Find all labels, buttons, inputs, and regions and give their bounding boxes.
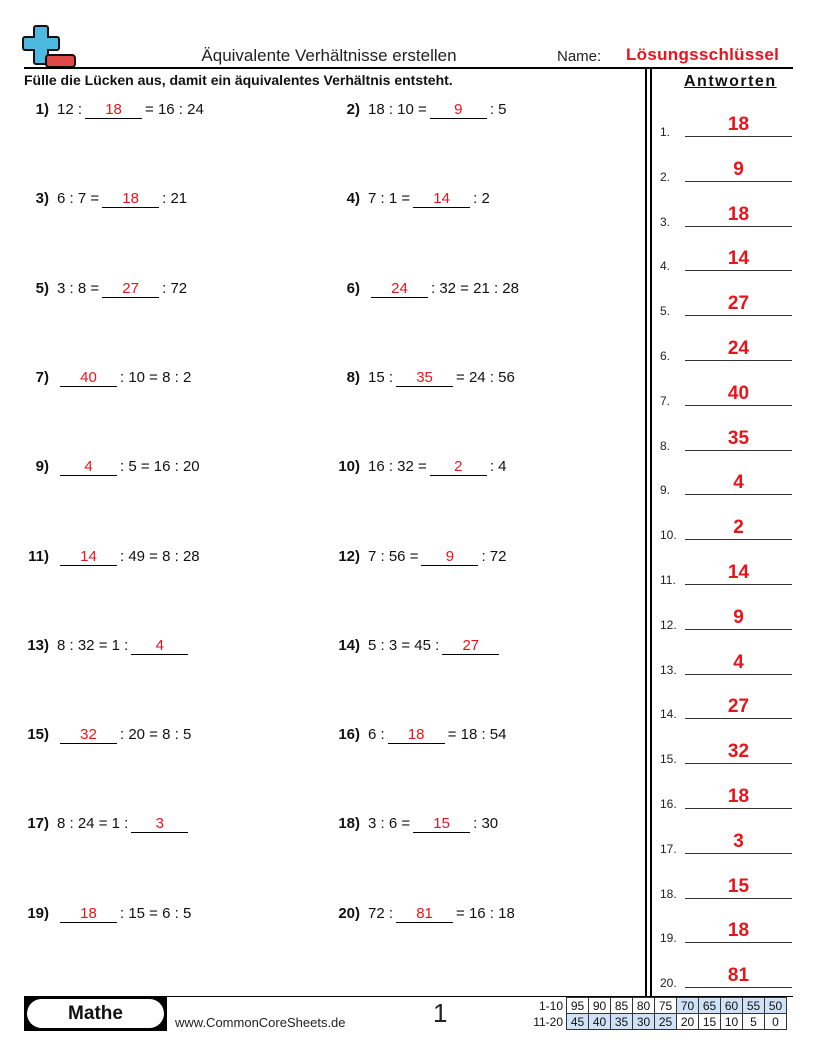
answer-blank[interactable]: 27 bbox=[442, 637, 499, 655]
answer-key-value: 81 bbox=[727, 965, 750, 987]
problem-item bbox=[333, 726, 507, 744]
problem-right-side: : 5 = 16 : 20 bbox=[120, 458, 200, 476]
problem-left-side: 15 : bbox=[368, 368, 394, 386]
answer-key-line bbox=[685, 315, 792, 316]
problem-item bbox=[333, 548, 507, 566]
answer-key-item bbox=[660, 109, 792, 139]
answer-key-line bbox=[685, 763, 792, 764]
problem-item bbox=[22, 101, 204, 119]
problem-item bbox=[22, 548, 200, 566]
answer-key-item bbox=[660, 333, 792, 363]
answer-key-number: 3. bbox=[660, 214, 671, 229]
problem-right-side: : 2 bbox=[473, 190, 490, 208]
answer-blank[interactable]: 4 bbox=[60, 458, 117, 476]
answer-blank[interactable]: 9 bbox=[430, 101, 487, 119]
problem-right-side: = 24 : 56 bbox=[456, 368, 515, 386]
answer-key-value: 18 bbox=[727, 114, 750, 135]
problem-number: 6) bbox=[346, 279, 360, 297]
answer-key-item bbox=[660, 467, 792, 497]
score-cell: 65 bbox=[699, 998, 721, 1014]
answer-key-number: 13. bbox=[660, 662, 677, 677]
answer-key-value: 18 bbox=[727, 203, 750, 225]
problem-number: 15) bbox=[27, 726, 49, 744]
answer-blank[interactable]: 81 bbox=[396, 905, 453, 923]
score-cell: 20 bbox=[677, 1014, 699, 1030]
problem-item bbox=[22, 905, 191, 923]
answer-key-heading: Antworten bbox=[684, 73, 777, 90]
answer-key-number: 9. bbox=[660, 483, 671, 498]
header-divider bbox=[24, 67, 793, 69]
problem-left-side: 7 : 1 = bbox=[368, 190, 411, 208]
problem-right-side: : 49 = 8 : 28 bbox=[120, 547, 200, 565]
answer-key-value: 9 bbox=[733, 158, 744, 180]
problem-number: 5) bbox=[35, 279, 49, 297]
score-cell: 0 bbox=[765, 1014, 787, 1030]
answer-key-line bbox=[685, 181, 792, 182]
answer-key-number: 18. bbox=[660, 886, 677, 901]
problem-number: 13) bbox=[27, 636, 49, 654]
answer-key-item bbox=[660, 647, 792, 677]
problem-number: 4) bbox=[346, 190, 360, 208]
problem-number: 10) bbox=[338, 458, 360, 476]
problem-left-side: 16 : 32 = bbox=[368, 458, 427, 476]
answer-key-value: 9 bbox=[733, 606, 744, 628]
answer-blank[interactable]: 14 bbox=[60, 548, 117, 566]
score-cell: 35 bbox=[611, 1014, 633, 1030]
score-row bbox=[527, 998, 787, 1014]
problem-item bbox=[333, 101, 507, 119]
problem-left-side: 18 : 10 = bbox=[368, 101, 427, 118]
problem-item bbox=[333, 905, 515, 923]
problem-left-side: 6 : 7 = bbox=[57, 190, 100, 208]
website-link[interactable]: www.CommonCoreSheets.de bbox=[175, 1015, 346, 1030]
answer-key-number: 15. bbox=[660, 752, 677, 767]
answer-blank[interactable]: 4 bbox=[131, 637, 188, 655]
answer-key-item bbox=[660, 602, 792, 632]
answer-key-value: 35 bbox=[727, 427, 750, 449]
answer-key-number: 4. bbox=[660, 259, 671, 274]
problem-right-side: : 21 bbox=[162, 190, 188, 208]
answer-key-line bbox=[685, 629, 792, 630]
problem-left-side: 3 : 8 = bbox=[57, 279, 100, 297]
answer-blank[interactable]: 27 bbox=[102, 280, 159, 298]
problem-item bbox=[333, 190, 490, 208]
score-cell: 15 bbox=[699, 1014, 721, 1030]
problem-item bbox=[333, 369, 515, 387]
problem-item bbox=[22, 458, 200, 476]
problem-item bbox=[22, 815, 191, 833]
problem-right-side: : 15 = 6 : 5 bbox=[120, 904, 192, 922]
problem-right-side: : 72 bbox=[481, 547, 507, 565]
score-cell: 60 bbox=[721, 998, 743, 1014]
problem-right-side: : 10 = 8 : 2 bbox=[120, 368, 192, 386]
problem-number: 19) bbox=[27, 904, 49, 922]
answer-key-line bbox=[685, 405, 792, 406]
answer-key-number: 16. bbox=[660, 797, 677, 811]
answer-blank[interactable]: 2 bbox=[430, 458, 487, 476]
problem-right-side: : 32 = 21 : 28 bbox=[431, 279, 519, 297]
answer-key-number: 10. bbox=[660, 528, 677, 543]
problem-left-side: 3 : 6 = bbox=[368, 815, 411, 833]
page-number: 1 bbox=[433, 998, 448, 1028]
score-row bbox=[527, 1014, 787, 1030]
answer-key-value: 18 bbox=[727, 920, 750, 942]
problem-right-side: = 16 : 18 bbox=[456, 904, 515, 922]
problem-item bbox=[333, 280, 519, 298]
name-value: Lösungsschlüssel bbox=[626, 45, 780, 64]
score-table bbox=[527, 997, 787, 1030]
score-cell: 80 bbox=[633, 998, 655, 1014]
answer-key-item bbox=[660, 154, 792, 184]
answer-key-number: 17. bbox=[660, 841, 677, 856]
score-row-label: 1-10 bbox=[538, 998, 563, 1013]
problem-item bbox=[333, 458, 507, 476]
problem-right-side: : 72 bbox=[162, 279, 188, 297]
answer-key-value: 15 bbox=[727, 875, 750, 897]
answer-key-value: 27 bbox=[727, 293, 750, 315]
score-cell: 90 bbox=[589, 998, 611, 1014]
answer-blank[interactable]: 35 bbox=[396, 369, 453, 387]
score-cell: 25 bbox=[655, 1014, 677, 1030]
problem-left-side: 5 : 3 = 45 : bbox=[368, 636, 440, 654]
answer-key-line bbox=[685, 360, 792, 361]
problem-item bbox=[22, 369, 191, 387]
answer-key-line bbox=[685, 987, 792, 988]
answer-blank[interactable]: 24 bbox=[371, 280, 428, 298]
problem-number: 11) bbox=[28, 547, 49, 565]
answer-blank[interactable]: 3 bbox=[131, 815, 188, 833]
answer-blank[interactable]: 14 bbox=[413, 190, 470, 208]
problem-number: 8) bbox=[346, 368, 360, 386]
problem-number: 9) bbox=[35, 458, 49, 476]
problem-item bbox=[22, 280, 187, 298]
score-row-label: 11-20 bbox=[533, 1014, 563, 1029]
problem-item bbox=[22, 637, 191, 655]
problem-number: 14) bbox=[338, 636, 360, 654]
answer-key-item bbox=[660, 871, 792, 901]
problem-number: 20) bbox=[338, 904, 360, 922]
answer-key-number: 19. bbox=[660, 931, 677, 946]
answer-key-value: 2 bbox=[733, 517, 744, 539]
problem-right-side: : 20 = 8 : 5 bbox=[120, 726, 192, 744]
score-cell: 95 bbox=[567, 998, 589, 1014]
answer-key-number: 5. bbox=[660, 304, 671, 319]
column-divider bbox=[650, 68, 652, 996]
answer-key-number: 2. bbox=[660, 169, 671, 184]
score-cell: 50 bbox=[765, 998, 787, 1014]
answer-key-item bbox=[660, 915, 792, 945]
problem-item bbox=[22, 190, 187, 208]
answer-key-number: 6. bbox=[660, 349, 671, 363]
problem-left-side: 8 : 24 = 1 : bbox=[57, 815, 129, 833]
score-cell: 5 bbox=[743, 1014, 765, 1030]
answer-blank[interactable]: 18 bbox=[388, 726, 445, 744]
score-cell: 55 bbox=[743, 998, 765, 1014]
answer-key-line bbox=[685, 942, 792, 943]
answer-key-value: 4 bbox=[733, 472, 744, 494]
answer-blank[interactable]: 15 bbox=[413, 815, 470, 833]
problem-left-side: 72 : bbox=[368, 904, 394, 922]
answer-key-value: 24 bbox=[727, 338, 750, 359]
answer-key-item bbox=[660, 199, 792, 229]
problem-right-side: : 30 bbox=[473, 815, 499, 833]
answer-blank[interactable]: 40 bbox=[60, 369, 117, 387]
answer-key-line bbox=[685, 808, 792, 809]
answer-key-value: 14 bbox=[727, 562, 750, 583]
problem-left-side: 6 : bbox=[368, 726, 385, 744]
answer-key-line bbox=[685, 226, 792, 227]
answer-key-line bbox=[685, 674, 792, 675]
problem-item bbox=[333, 637, 502, 655]
problem-number: 7) bbox=[35, 368, 49, 386]
problem-number: 18) bbox=[338, 815, 360, 833]
answer-blank[interactable]: 18 bbox=[60, 905, 117, 923]
problem-item bbox=[22, 726, 191, 744]
answer-key-value: 3 bbox=[733, 830, 744, 852]
answer-key-number: 1. bbox=[660, 125, 671, 139]
answer-key-item bbox=[660, 557, 792, 587]
problem-left-side: 12 : bbox=[57, 101, 83, 118]
problem-number: 17) bbox=[27, 815, 49, 833]
problem-right-side: = 16 : 24 bbox=[145, 101, 204, 118]
problem-number: 12) bbox=[338, 547, 360, 565]
answer-key-line bbox=[685, 898, 792, 899]
answer-key-number: 14. bbox=[660, 707, 677, 722]
answer-key-line bbox=[685, 136, 792, 137]
score-cell: 40 bbox=[589, 1014, 611, 1030]
answer-key-value: 32 bbox=[727, 741, 750, 763]
answer-blank[interactable]: 9 bbox=[421, 548, 478, 566]
problem-number: 1) bbox=[35, 101, 49, 118]
answer-key-number: 8. bbox=[660, 438, 671, 453]
answer-blank[interactable]: 18 bbox=[85, 101, 142, 119]
answer-key-item bbox=[660, 826, 792, 856]
instructions: Fülle die Lücken aus, damit ein äquivalentes Verhältnis entsteht. bbox=[24, 72, 453, 88]
answer-blank[interactable]: 32 bbox=[60, 726, 117, 744]
answer-key-value: 14 bbox=[727, 248, 750, 270]
answer-key-item bbox=[660, 736, 792, 766]
problem-number: 2) bbox=[346, 101, 360, 118]
answer-key-value: 40 bbox=[727, 382, 750, 404]
answer-key-item bbox=[660, 960, 792, 990]
answer-key-line bbox=[685, 584, 792, 585]
column-divider bbox=[645, 68, 647, 996]
answer-key-value: 18 bbox=[727, 786, 750, 807]
score-cell: 75 bbox=[655, 998, 677, 1014]
score-cell: 70 bbox=[677, 998, 699, 1014]
score-cell: 45 bbox=[567, 1014, 589, 1030]
score-cell: 30 bbox=[633, 1014, 655, 1030]
problem-right-side: : 5 bbox=[489, 101, 507, 118]
answer-blank[interactable]: 18 bbox=[102, 190, 159, 208]
answer-key-number: 11. bbox=[660, 573, 676, 587]
problem-right-side: : 4 bbox=[489, 458, 507, 476]
answer-key-item bbox=[660, 512, 792, 542]
answer-key-line bbox=[685, 450, 792, 451]
answer-key-value: 4 bbox=[733, 651, 744, 673]
answer-key-value: 27 bbox=[727, 696, 750, 718]
answer-key-item bbox=[660, 288, 792, 318]
page-title: Äquivalente Verhältnisse erstellen bbox=[201, 46, 457, 65]
answer-key-line bbox=[685, 270, 792, 271]
answer-key-line bbox=[685, 539, 792, 540]
problem-number: 3) bbox=[35, 190, 49, 208]
answer-key-item bbox=[660, 781, 792, 811]
problem-number: 16) bbox=[338, 726, 360, 744]
problem-item bbox=[333, 815, 498, 833]
answer-key-number: 12. bbox=[660, 617, 677, 632]
answer-key-line bbox=[685, 494, 792, 495]
answer-key-item bbox=[660, 378, 792, 408]
problem-left-side: 8 : 32 = 1 : bbox=[57, 636, 129, 654]
score-cell: 85 bbox=[611, 998, 633, 1014]
answer-key-item bbox=[660, 243, 792, 273]
subject-label: Mathe bbox=[27, 999, 164, 1028]
score-cell: 10 bbox=[721, 1014, 743, 1030]
answer-key-item bbox=[660, 423, 792, 453]
answer-key-number: 20. bbox=[660, 976, 677, 991]
answer-key-line bbox=[685, 718, 792, 719]
problem-right-side: = 18 : 54 bbox=[447, 726, 507, 744]
name-label: Name: bbox=[557, 48, 602, 65]
problem-left-side: 7 : 56 = bbox=[368, 547, 419, 565]
answer-key-line bbox=[685, 853, 792, 854]
answer-key-number: 7. bbox=[660, 393, 671, 408]
answer-key-item bbox=[660, 691, 792, 721]
